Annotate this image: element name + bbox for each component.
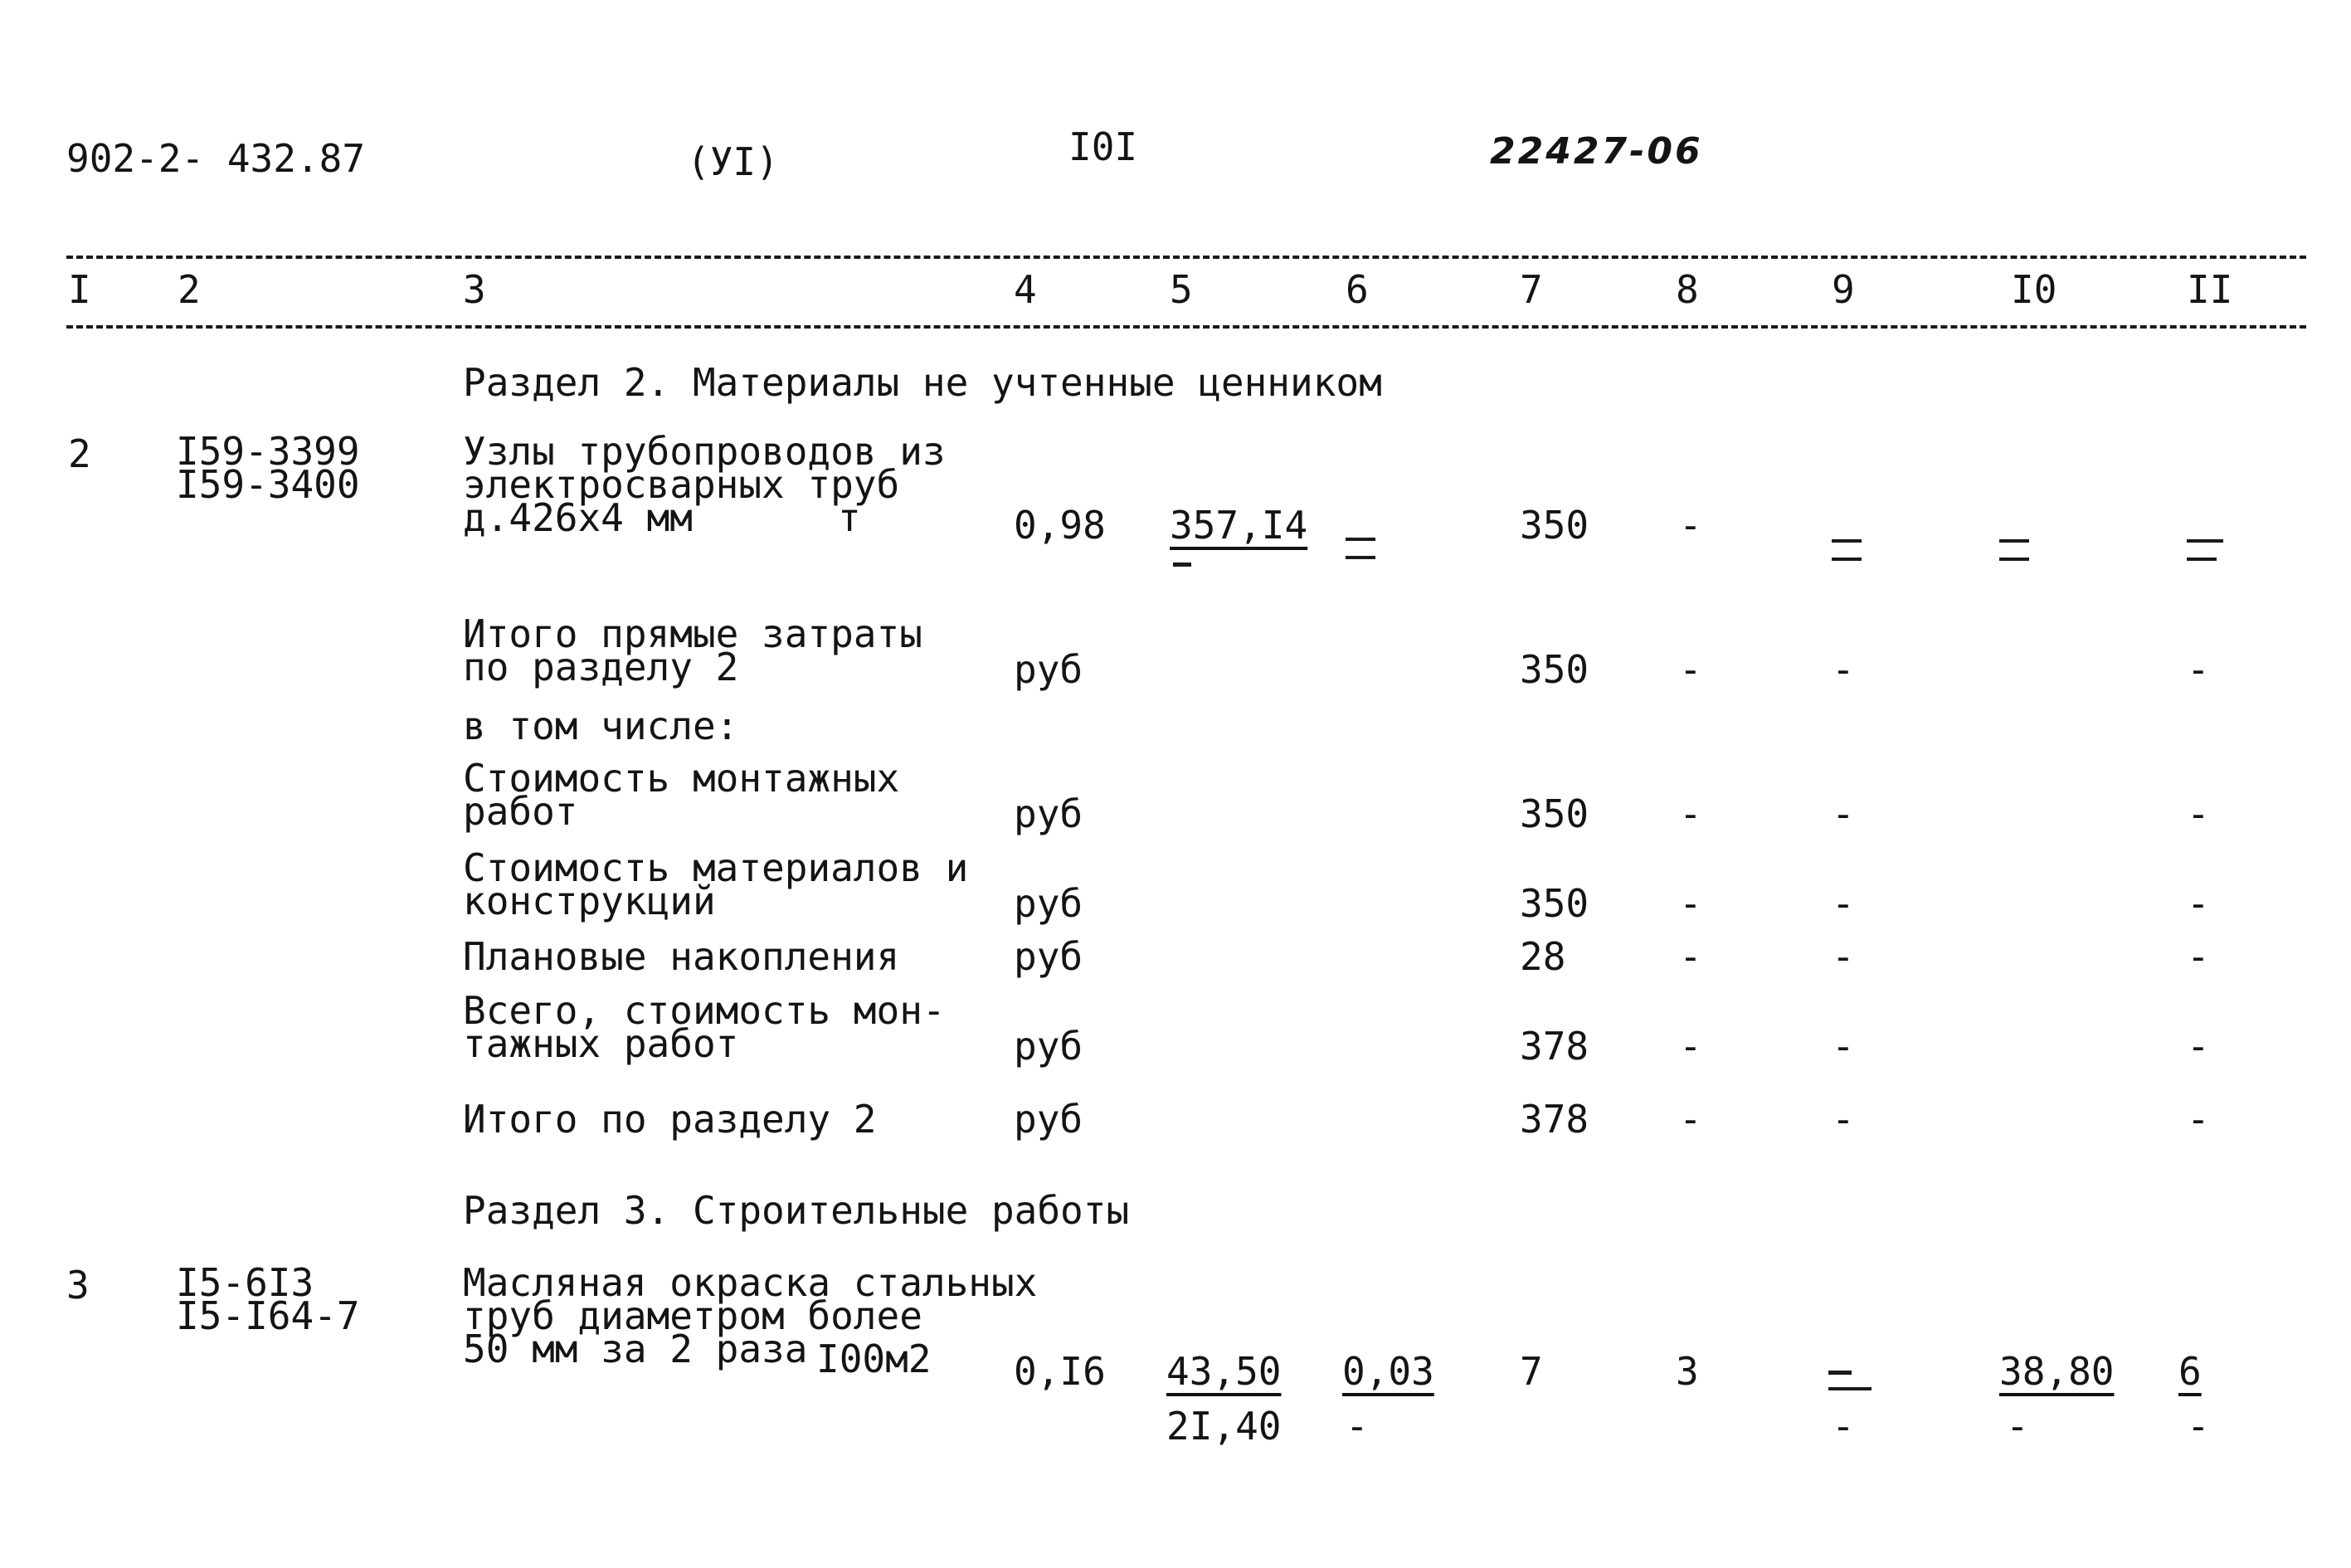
section3-item-code-2: I5-I64-7 (176, 1293, 360, 1338)
summary-section2-total-c11: - (2187, 1097, 2210, 1142)
summary-planned-savings-label: Плановые накопления (463, 934, 900, 979)
section3-item-unit: I00м2 (816, 1337, 932, 1381)
section3-item-c10-top: 38,80 (1999, 1349, 2115, 1394)
handwritten-number: 22427-06 (1490, 130, 1703, 173)
summary-materials-c8: - (1679, 881, 1702, 926)
volume-label: (УI) (687, 139, 779, 184)
summary-section2-total-unit: руб (1014, 1097, 1083, 1142)
section3-item-c9-top-dash (1828, 1371, 1852, 1375)
section3-item-code-1: I5-6I3 (176, 1260, 314, 1305)
col-header-3: 3 (463, 267, 486, 312)
summary-installation-c9: - (1832, 791, 1855, 836)
section3-item-c6-top: 0,03 (1342, 1349, 1434, 1394)
summary-materials-value: 350 (1520, 881, 1589, 926)
summary-direct-costs-value: 350 (1520, 647, 1589, 692)
summary-materials-c9: - (1832, 881, 1855, 926)
section3-item-c11-top: 6 (2178, 1349, 2202, 1394)
summary-total-installation-unit: руб (1014, 1024, 1083, 1069)
section3-item-desc-3: 50 мм за 2 раза (463, 1327, 808, 1371)
section3-item-c11-bottom: - (2187, 1404, 2210, 1449)
section3-item-c8: 3 (1676, 1349, 1699, 1394)
dashed-rule-bottom (66, 325, 2306, 329)
page-number: I0I (1068, 124, 1138, 169)
section2-item-c9-fraction-dash (1832, 533, 1868, 566)
col-header-7: 7 (1520, 267, 1543, 312)
section2-item-number: 2 (68, 431, 91, 476)
summary-planned-savings-unit: руб (1014, 934, 1083, 979)
section3-item-desc-1: Масляная окраска стальных (463, 1260, 1038, 1305)
summary-direct-costs-c9: - (1832, 647, 1855, 692)
section3-item-c9-bottom: - (1832, 1404, 1855, 1449)
section3-item-desc-2: труб диаметром более (463, 1293, 922, 1338)
summary-planned-savings-value: 28 (1520, 934, 1566, 979)
section3-item-qty: 0,I6 (1014, 1349, 1106, 1394)
summary-section2-total-label: Итого по разделу 2 (463, 1097, 877, 1142)
summary-direct-costs-c11: - (2187, 647, 2210, 692)
summary-materials-label-1: Стоимость материалов и (463, 845, 969, 890)
col-header-5: 5 (1170, 267, 1193, 312)
col-header-9: 9 (1832, 267, 1855, 312)
section3-item-price-bottom: 2I,40 (1166, 1404, 1282, 1449)
section2-item-desc-3: д.426х4 мм (463, 495, 693, 540)
section3-title: Раздел 3. Строительные работы (463, 1188, 1130, 1233)
dashed-rule-top (66, 256, 2306, 259)
summary-planned-savings-c9: - (1832, 934, 1855, 979)
section2-item-qty: 0,98 (1014, 503, 1106, 548)
col-header-2: 2 (178, 267, 201, 312)
summary-planned-savings-c8: - (1679, 934, 1702, 979)
summary-total-installation-c9: - (1832, 1024, 1855, 1069)
section3-item-c6-bottom: - (1346, 1404, 1369, 1449)
section2-item-c6-fraction-dash (1346, 531, 1382, 564)
section2-item-code-2: I59-3400 (176, 462, 360, 507)
section3-item-number: 3 (66, 1263, 90, 1307)
summary-installation-c8: - (1679, 791, 1702, 836)
col-header-11: II (2187, 267, 2233, 312)
summary-total-installation-value: 378 (1520, 1024, 1589, 1069)
summary-planned-savings-c11: - (2187, 934, 2210, 979)
summary-installation-c11: - (2187, 791, 2210, 836)
section3-item-c9-top-underline (1828, 1387, 1872, 1390)
section2-item-desc-2: электросварных труб (463, 462, 900, 507)
summary-materials-c11: - (2187, 881, 2210, 926)
summary-direct-costs-label-1: Итого прямые затраты (463, 611, 922, 656)
section2-item-price-sub-dash (1173, 562, 1191, 567)
col-header-1: I (68, 267, 91, 312)
section2-item-c11-fraction-dash (2187, 533, 2223, 566)
section2-item-price: 357,I4 (1170, 503, 1308, 548)
summary-installation-label-1: Стоимость монтажных (463, 756, 900, 801)
section2-item-code-1: I59-3399 (176, 429, 360, 474)
summary-total-installation-label-2: тажных работ (463, 1021, 739, 1066)
col-header-10: I0 (2011, 267, 2057, 312)
section2-item-c8: - (1679, 503, 1702, 548)
summary-section2-total-value: 378 (1520, 1097, 1589, 1142)
summary-materials-unit: руб (1014, 881, 1083, 926)
col-header-8: 8 (1676, 267, 1699, 312)
section2-item-unit: т (838, 495, 861, 540)
col-header-4: 4 (1014, 267, 1037, 312)
summary-installation-unit: руб (1014, 791, 1083, 836)
summary-direct-costs-c8: - (1679, 647, 1702, 692)
section2-title: Раздел 2. Материалы не учтенные ценником (463, 360, 1382, 405)
summary-direct-costs-label-2: по разделу 2 (463, 645, 739, 689)
section3-item-c10-bottom: - (2006, 1404, 2029, 1449)
summary-section2-total-c9: - (1832, 1097, 1855, 1142)
section2-item-total: 350 (1520, 503, 1589, 548)
section2-item-desc-1: Узлы трубопроводов из (463, 429, 946, 474)
section2-item-c10-fraction-dash (1999, 533, 2036, 566)
summary-total-installation-c8: - (1679, 1024, 1702, 1069)
summary-installation-value: 350 (1520, 791, 1589, 836)
section3-item-total: 7 (1520, 1349, 1543, 1394)
summary-direct-costs-unit: руб (1014, 647, 1083, 692)
summary-total-installation-c11: - (2187, 1024, 2210, 1069)
summary-installation-label-2: работ (463, 789, 578, 834)
section3-item-price-top: 43,50 (1166, 1349, 1282, 1394)
col-header-6: 6 (1346, 267, 1369, 312)
summary-section2-total-c8: - (1679, 1097, 1702, 1142)
doc-code: 902-2- 432.87 (66, 136, 366, 181)
summary-total-installation-label-1: Всего, стоимость мон- (463, 988, 946, 1033)
summary-materials-label-2: конструкций (463, 879, 716, 923)
summary-including-label: в том числе: (463, 704, 739, 748)
